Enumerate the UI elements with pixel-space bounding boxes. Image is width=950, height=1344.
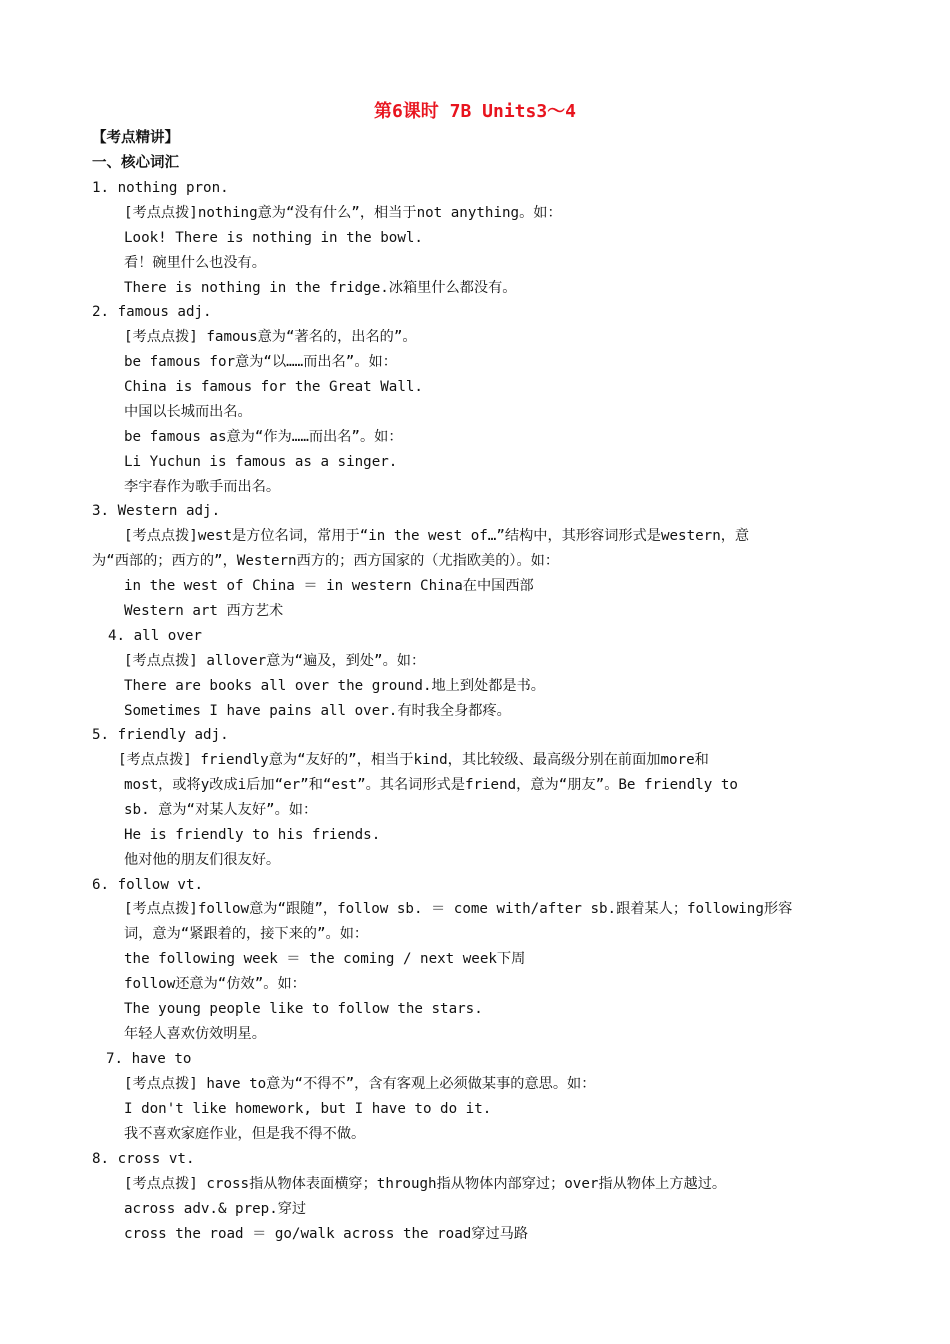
text-line: 看！碗里什么也没有。	[124, 255, 266, 271]
text-line: 中国以长城而出名。	[124, 404, 252, 420]
page-title: 第6课时 7B Units3～4	[373, 101, 577, 122]
text-line: be famous as意为“作为……而出名”。如：	[124, 429, 403, 445]
text-line: 我不喜欢家庭作业，但是我不得不做。	[124, 1126, 366, 1142]
text-line: Western art 西方艺术	[124, 603, 284, 619]
item-heading-cross: 8. cross vt.	[92, 1151, 195, 1167]
text-line: [考点点拨] cross指从物体表面横穿；through指从物体内部穿过；over指从物体上方越过。	[124, 1176, 727, 1192]
text-line: 他对他的朋友们很友好。	[124, 852, 281, 868]
text-line: 李宇春作为歌手而出名。	[124, 479, 281, 495]
section-heading: 【考点精讲】	[92, 130, 179, 146]
text-line: most，或将y改成i后加“er”和“est”。其名词形式是friend，意为“朋友”。Be friendly to	[124, 777, 738, 793]
item-heading-all-over: 4. all over	[108, 628, 202, 644]
text-line: [考点点拨]follow意为“跟随”，follow sb. ＝ come with/after sb.跟着某人；following形容	[124, 901, 793, 917]
text-line: 为“西部的；西方的”，Western西方的；西方国家的（尤指欧美的）。如：	[92, 553, 560, 569]
text-line: The young people like to follow the stars.	[124, 1001, 483, 1017]
text-line: 年轻人喜欢仿效明星。	[124, 1026, 266, 1042]
item-heading-have-to: 7. have to	[106, 1051, 192, 1067]
text-line: [考点点拨] have to意为“不得不”，含有客观上必须做某事的意思。如：	[124, 1076, 596, 1092]
text-line: be famous for意为“以……而出名”。如：	[124, 354, 397, 370]
text-line: [考点点拨] allover意为“遍及，到处”。如：	[124, 653, 426, 669]
text-line: [考点点拨] famous意为“著名的，出名的”。	[124, 329, 417, 345]
subsection-heading: 一、核心词汇	[92, 155, 179, 171]
text-line: There are books all over the ground.地上到处都是书。	[124, 678, 545, 694]
text-line: Sometimes I have pains all over.有时我全身都疼。	[124, 703, 511, 719]
item-heading-nothing: 1. nothing pron.	[92, 180, 229, 196]
item-heading-friendly: 5. friendly adj.	[92, 727, 229, 743]
text-line: He is friendly to his friends.	[124, 827, 381, 843]
item-heading-famous: 2. famous adj.	[92, 304, 212, 320]
item-heading-western: 3. Western adj.	[92, 503, 221, 519]
text-line: the following week ＝ the coming / next week下周	[124, 951, 526, 967]
text-line: 词，意为“紧跟着的，接下来的”。如：	[124, 926, 369, 942]
text-line: in the west of China ＝ in western China在中国西部	[124, 578, 534, 594]
text-line: I don't like homework, but I have to do it.	[124, 1101, 492, 1117]
text-line: China is famous for the Great Wall.	[124, 379, 423, 395]
text-line: Li Yuchun is famous as a singer.	[124, 454, 398, 470]
text-line: cross the road ＝ go/walk across the road穿过马路	[124, 1226, 529, 1242]
text-line: [考点点拨]west是方位名词，常用于“in the west of…”结构中，其形容词形式是western，意	[124, 528, 750, 544]
text-line: Look! There is nothing in the bowl.	[124, 230, 423, 246]
text-line: follow还意为“仿效”。如：	[124, 976, 306, 992]
text-line: across adv.& prep.穿过	[124, 1201, 307, 1217]
text-line: [考点点拨]nothing意为“没有什么”，相当于not anything。如：	[124, 205, 562, 221]
text-line: sb. 意为“对某人友好”。如：	[124, 802, 318, 818]
text-line: There is nothing in the fridge.冰箱里什么都没有。	[124, 280, 517, 296]
item-heading-follow: 6. follow vt.	[92, 877, 204, 893]
text-line: [考点点拨] friendly意为“友好的”，相当于kind，其比较级、最高级分别在前面加more和	[118, 752, 709, 768]
